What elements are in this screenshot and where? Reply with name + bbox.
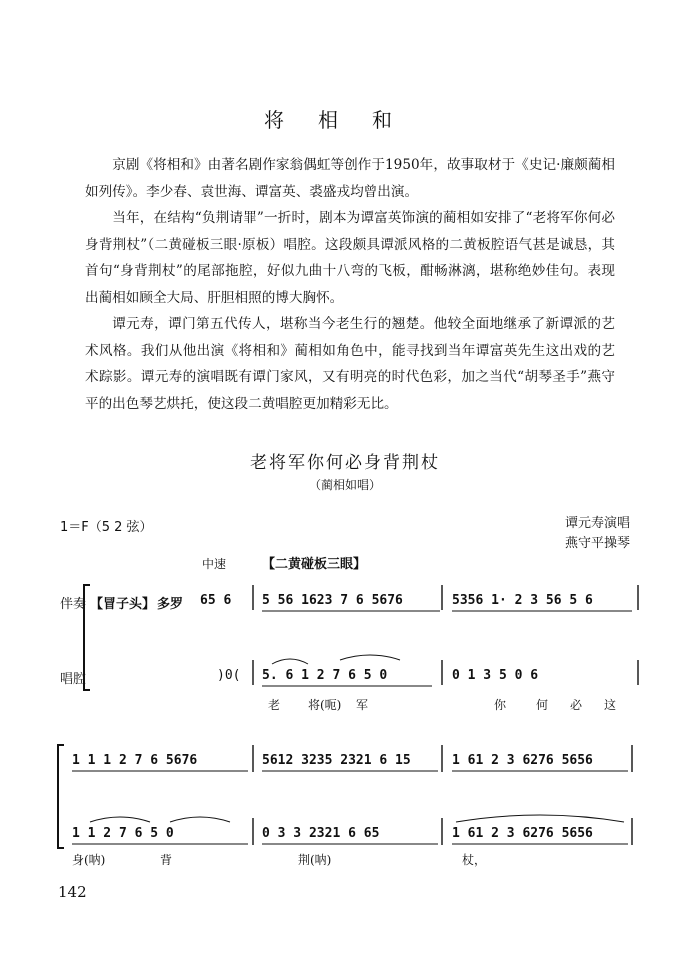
lyric: 将(呃) xyxy=(308,698,342,712)
intro-text: 当年，在结构“负荆请罪”一折时，剧本为谭富英饰演的蔺相如安排了“老将军你何必身背荆杖”（二黄碰板三眼·原板）唱腔。这段颇具谭派风格的二黄板腔语气甚是诚恳，其首句“身背荆杖”的尾部拖腔，好似九曲十八弯的飞板，酣畅淋漓，堪称绝妙佳句。表现出蔺相如顾全大局、肝胆相照的博大胸怀。 xyxy=(85,210,615,306)
intro-text: 京剧《将相和》由著名剧作家翁偶虹等创作于1950年，故事取材于《史记·廉颇蔺相如列传》。李少春、袁世海、谭富英、裘盛戎均曾出演。 xyxy=(85,157,615,200)
lyric: 何 xyxy=(536,698,549,712)
song-title: 老将军你何必身背荆杖 xyxy=(250,453,440,473)
singer-credit: 谭元寿演唱 xyxy=(564,516,630,531)
slur xyxy=(170,817,230,822)
voc-measure: 1 1 2 7 6 5 0 xyxy=(72,826,174,841)
accompanist-credit: 燕守平操琴 xyxy=(564,536,630,551)
acc-measure: 5356 1· 2 3 56 5 6 xyxy=(452,593,593,608)
intro-text: 谭元寿，谭门第五代传人，堪称当今老生行的翘楚。他较全面地继承了新谭派的艺术风格。我们从他出演《将相和》蔺相如角色中，能寻找到当年谭富英先生这出戏的艺术踪影。谭元寿的演唱既有谭门家风，又有明亮的时代色彩，加之当代“胡琴圣手”燕守平的出色琴艺烘托，使这段二黄唱腔更加精彩无比。 xyxy=(85,316,615,412)
lyric: 必 xyxy=(570,698,583,712)
slur xyxy=(340,655,400,660)
key-signature: 1＝F（5 2 弦） xyxy=(60,520,153,535)
system-bracket xyxy=(84,585,90,690)
accompaniment-label: 伴奏 xyxy=(60,597,87,612)
acc-measure: 5612 3235 2321 6 15 xyxy=(262,753,411,768)
page-title: 将相和 xyxy=(264,108,426,132)
banshi-marking: 【二黄碰板三眼】 xyxy=(262,557,367,572)
acc-measure: 1 1 1 2 7 6 5676 xyxy=(72,753,198,768)
acc-measure: 5 56 1623 7 6 5676 xyxy=(262,593,403,608)
page-number: 142 xyxy=(58,883,87,901)
voc-measure: 0 1 3 5 0 6 xyxy=(452,668,539,683)
slur xyxy=(90,817,150,822)
song-role: （蔺相如唱） xyxy=(308,478,381,492)
voc-measure: 5. 6 1 2 7 6 5 0 xyxy=(262,668,388,683)
vocal-label: 唱腔 xyxy=(60,672,87,687)
lyric: 背 xyxy=(160,853,173,867)
slur xyxy=(272,659,308,664)
lyric: 荆(呐) xyxy=(298,853,332,867)
voc-measure: 0 3 3 2321 6 65 xyxy=(262,826,380,841)
acc-measure: 1 61 2 3 6276 5656 xyxy=(452,753,593,768)
lyric: 老 xyxy=(268,698,281,712)
system-bracket xyxy=(58,745,64,848)
lyric: 军 xyxy=(356,698,369,712)
prelude-marking: 【冒子头】 xyxy=(90,597,156,612)
lyric: 你 xyxy=(494,698,507,712)
lyric: 杖， xyxy=(462,853,487,867)
acc-pickup: 65 6 xyxy=(200,593,232,608)
lyric: 身(呐) xyxy=(72,853,106,867)
slur xyxy=(456,815,624,822)
lyric: 这 xyxy=(604,698,617,712)
gong-marking: 多罗 xyxy=(157,597,184,612)
voc-measure: 1 61 2 3 6276 5656 xyxy=(452,826,593,841)
voc-pickup: )0( xyxy=(217,668,241,683)
tempo-marking: 中速 xyxy=(202,557,227,571)
